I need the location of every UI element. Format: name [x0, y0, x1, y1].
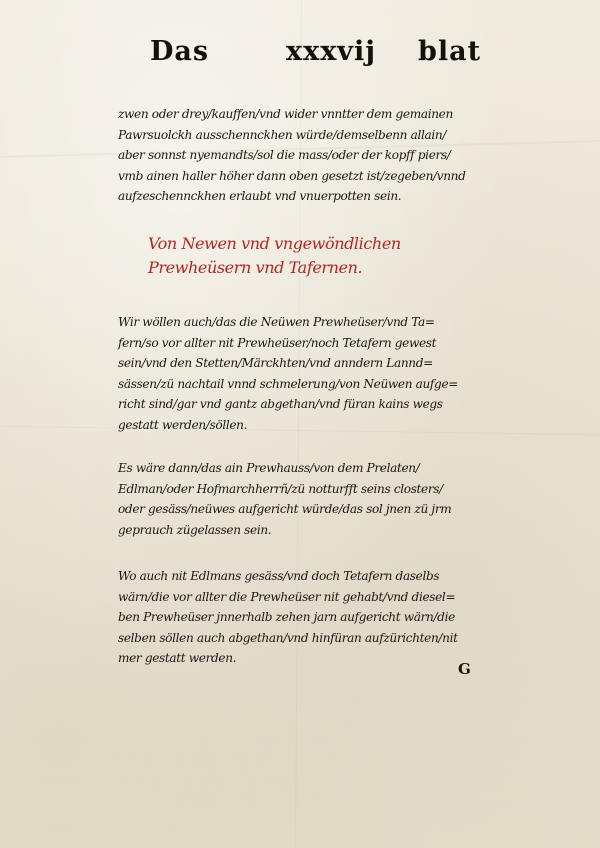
- header-left-word: Das: [150, 36, 210, 67]
- text-line: selben söllen auch abgethan/vnd hinfüran aufzürichten/nit: [118, 630, 458, 645]
- text-line: Wo auch nit Edlmans gesäss/vnd doch Tetafern daselbs: [118, 569, 440, 583]
- text-line: Es wäre dann/das ain Prewhauss/von dem Prelaten/: [118, 461, 420, 475]
- text-line: geprauch zügelassen sein.: [118, 522, 272, 537]
- heading-line: Von Newen vnd vngewöndlichen: [148, 234, 401, 253]
- text-line: richt sind/gar vnd gantz abgethan/vnd füran kains wegs: [118, 397, 443, 411]
- paragraph-3: [118, 458, 510, 540]
- text-line: oder gesäss/neüwes aufgericht würde/das sol jnen zü jrm: [118, 502, 452, 516]
- section-heading: [148, 232, 478, 280]
- text-line: sein/vnd den Stetten/Märckhten/vnd anndern Lannd=: [118, 356, 433, 370]
- text-line: Wir wöllen auch/das die Neüwen Prewheüser/vnd Ta=: [118, 315, 435, 329]
- text-line: Edlman/oder Hofmarchherrñ/zü notturfft seins closters/: [118, 481, 443, 496]
- paragraph-4: [118, 566, 510, 669]
- text-line: mer gestatt werden.: [118, 651, 237, 665]
- text-line: fern/so vor allter nit Prewheüser/noch Tetafern gewest: [118, 335, 437, 350]
- running-header: [0, 36, 600, 76]
- text-line: zwen oder drey/kauffen/vnd wider vnntter dem gemainen: [118, 107, 453, 121]
- text-line: wärn/die vor allter die Prewheüser nit gehabt/vnd diesel=: [118, 589, 456, 604]
- text-line: aber sonnst nyemandts/sol die mass/oder der kopff piers/: [118, 148, 451, 162]
- text-line: ben Prewheüser jnnerhalb zehen jarn aufgericht wärn/die: [118, 610, 455, 624]
- text-line: vmb ainen haller höher dann oben gesetzt ist/zegeben/vnnd: [118, 168, 466, 183]
- text-line: aufzeschennckhen erlaubt vnd vnuerpotten sein.: [118, 189, 402, 203]
- text-line: sässen/zü nachtail vnnd schmelerung/von Neüwen aufge=: [118, 376, 459, 391]
- signature-mark: G: [458, 660, 471, 678]
- header-right-word: blat: [418, 36, 482, 67]
- paragraph-1: [118, 104, 510, 207]
- text-line: Pawrsuolckh ausschennckhen würde/demselbenn allain/: [118, 127, 447, 142]
- text-line: gestatt werden/söllen.: [118, 417, 248, 432]
- folio-number: xxxvij: [286, 36, 377, 67]
- heading-line: Prewheüsern vnd Tafernen.: [148, 258, 363, 277]
- paragraph-2: [118, 312, 510, 435]
